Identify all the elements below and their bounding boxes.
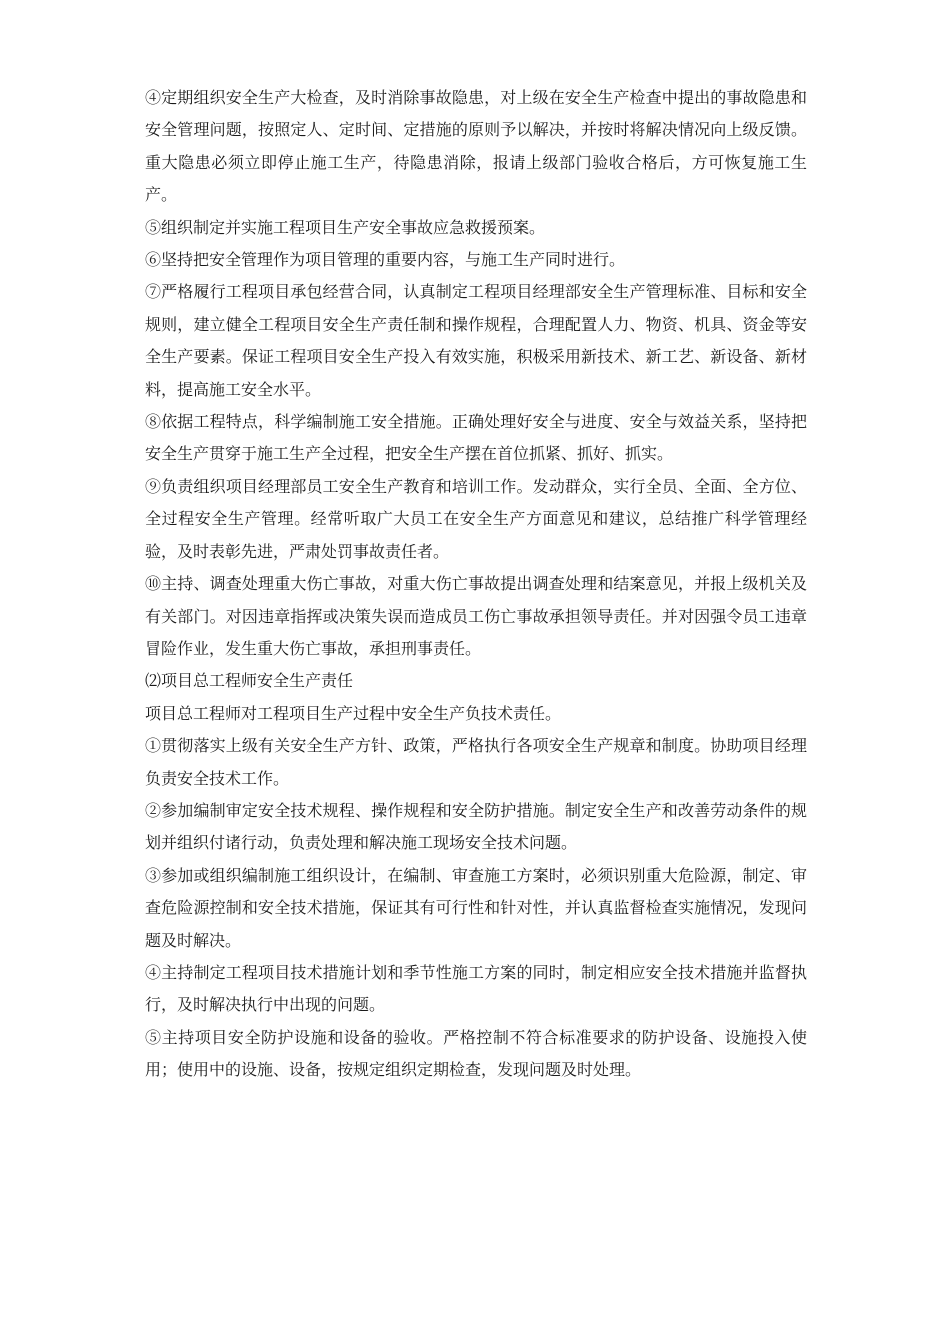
paragraph-item-9-duty: ⑨负责组织项目经理部员工安全生产教育和培训工作。发动群众，实行全员、全面、全方位、全过程安全生产管理。经常听取广大员工在安全生产方面意见和建议，总结推广科学管理经验，及时表彰先进，严肃处罚事故责任者。 <box>145 476 807 561</box>
paragraph-item-10-duty: ⑩主持、调查处理重大伤亡事故，对重大伤亡事故提出调查处理和结案意见，并报上级机关及有关部门。对因违章指挥或决策失误而造成员工伤亡事故承担领导责任。并对因强令员工违章冒险作业，发生重大伤亡事故，承担刑事责任。 <box>145 574 807 658</box>
paragraph-item-8-duty: ⑧依据工程特点，科学编制施工安全措施。正确处理好安全与进度、安全与效益关系，坚持把安全生产贯穿于施工生产全过程，把安全生产摆在首位抓紧、抓好、抓实。 <box>145 412 807 464</box>
engineer-item-5-duty: ⑤主持项目安全防护设施和设备的验收。严格控制不符合标准要求的防护设备、设施投入使用；使用中的设施、设备，按规定组织定期检查，发现问题及时处理。 <box>145 1027 807 1080</box>
engineer-item-3-duty: ③参加或组织编制施工组织设计，在编制、审查施工方案时，必须识别重大危险源，制定、审查危险源控制和安全技术措施，保证其有可行性和针对性，并认真监督检查实施情况，发现问题及时解决。 <box>145 865 807 950</box>
paragraph-item-5-duty: ⑤组织制定并实施工程项目生产安全事故应急救援预案。 <box>145 217 546 237</box>
document-body <box>145 82 807 1087</box>
paragraph-item-4-duty: ④定期组织安全生产大检查，及时消除事故隐患，对上级在安全生产检查中提出的事故隐患和安全管理问题，按照定人、定时间、定措施的原则予以解决，并按时将解决情况向上级反馈。重大隐患必须立即停止施工生产，待隐患消除，报请上级部门验收合格后，方可恢复施工生产。 <box>145 88 807 205</box>
paragraph-item-6-duty: ⑥坚持把安全管理作为项目管理的重要内容，与施工生产同时进行。 <box>145 250 626 270</box>
paragraph-item-7-duty: ⑦严格履行工程项目承包经营合同，认真制定工程项目经理部安全生产管理标准、目标和安全规则，建立健全工程项目安全生产责任制和操作规程，合理配置人力、物资、机具、资金等安全生产要素。保证工程项目安全生产投入有效实施，积极采用新技术、新工艺、新设备、新材料，提高施工安全水平。 <box>145 282 807 399</box>
engineer-item-2-duty: ②参加编制审定安全技术规程、操作规程和安全防护措施。制定安全生产和改善劳动条件的规划并组织付诸行动，负责处理和解决施工现场安全技术问题。 <box>145 800 807 853</box>
section-heading-chief-engineer: ⑵项目总工程师安全生产责任 <box>145 671 354 691</box>
engineer-item-4-duty: ④主持制定工程项目技术措施计划和季节性施工方案的同时，制定相应安全技术措施并监督执行，及时解决执行中出现的问题。 <box>145 962 807 1015</box>
chief-engineer-intro: 项目总工程师对工程项目生产过程中安全生产负技术责任。 <box>145 703 562 723</box>
engineer-item-1-duty: ①贯彻落实上级有关安全生产方针、政策，严格执行各项安全生产规章和制度。协助项目经理负责安全技术工作。 <box>145 736 807 788</box>
